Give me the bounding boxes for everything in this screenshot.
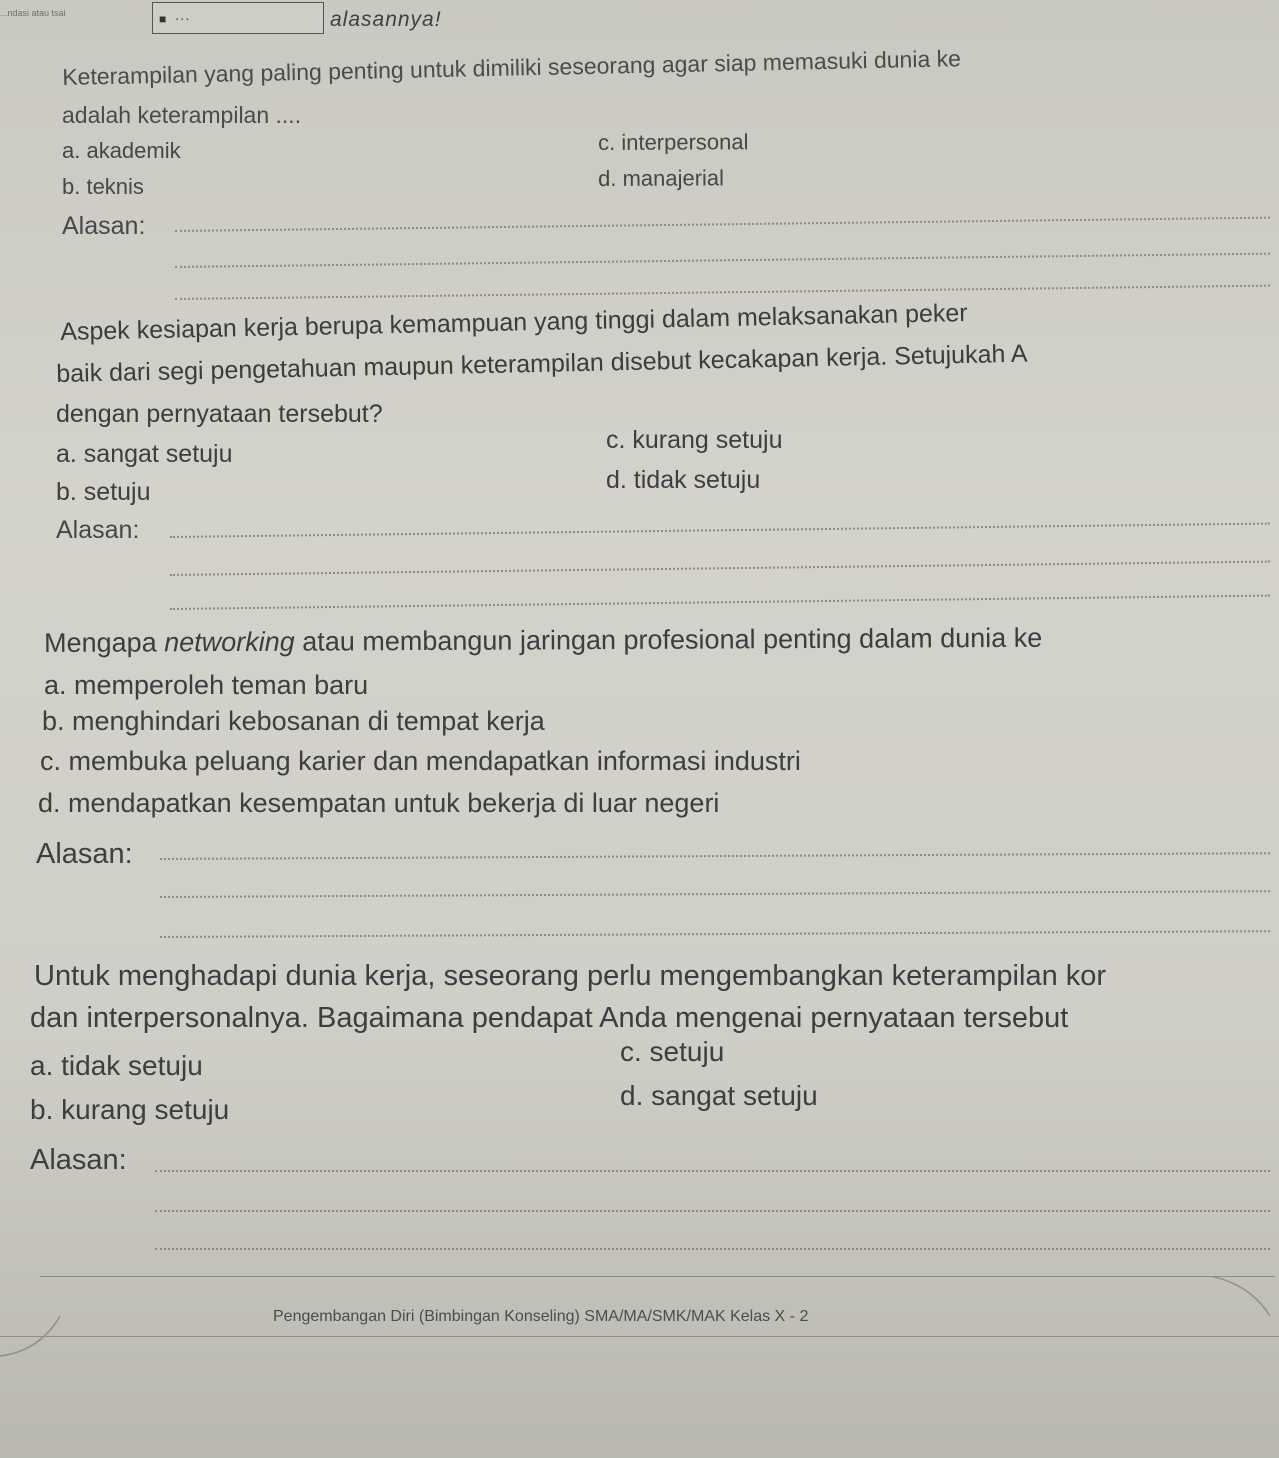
question-1-stem-line-1: Keterampilan yang paling penting untuk dimiliki seseorang agar siap memasuki dunia ke [62, 45, 962, 90]
answer-line[interactable] [160, 930, 1270, 938]
footer-divider-top [40, 1276, 1275, 1277]
question-1-option-d: d. manajerial [598, 165, 725, 191]
question-2-stem-line-1: Aspek kesiapan kerja berupa kemampuan yang tinggi dalam melaksanakan peker [60, 298, 968, 346]
question-1-stem-line-2: adalah keterampilan .... [62, 102, 302, 128]
question-2-stem-line-2: baik dari segi pengetahuan maupun keterampilan disebut kecakapan kerja. Setujukah A [56, 339, 1028, 388]
header-left-note: ...ndasi atau tsai [0, 8, 66, 18]
footer-text: Pengembangan Diri (Bimbingan Konseling) SMA/MA/SMK/MAK Kelas X - 2 [273, 1308, 809, 1325]
page-curl-decoration [0, 1296, 80, 1366]
checkbox-icon: ■ [159, 12, 167, 26]
question-3-reason-label: Alasan: [36, 838, 133, 870]
page-corner-decoration [1210, 1276, 1279, 1336]
answer-line[interactable] [160, 890, 1270, 898]
question-4-stem-line-1: Untuk menghadapi dunia kerja, seseorang perlu mengembangkan keterampilan kor [34, 960, 1107, 992]
question-1-option-a: a. akademik [62, 138, 181, 163]
answer-line[interactable] [170, 595, 1270, 610]
answer-line[interactable] [155, 1248, 1270, 1250]
question-4-option-b: b. kurang setuju [30, 1094, 230, 1125]
question-1-option-b: b. teknis [62, 174, 144, 199]
answer-line[interactable] [175, 285, 1270, 300]
header-box-text: ... [175, 7, 191, 24]
answer-line[interactable] [160, 852, 1270, 860]
answer-line[interactable] [175, 217, 1270, 232]
question-2-option-d: d. tidak setuju [606, 466, 761, 494]
answer-line[interactable] [155, 1210, 1270, 1212]
question-3-stem-post: atau membangun jaringan profesional penting dalam dunia ke [294, 622, 1043, 657]
answer-line[interactable] [155, 1170, 1270, 1172]
question-4-option-c: c. setuju [620, 1036, 725, 1067]
answer-line[interactable] [175, 253, 1270, 268]
footer-divider-bottom [0, 1336, 1279, 1337]
question-3-option-b: b. menghindari kebosanan di tempat kerja [42, 706, 545, 736]
question-3-stem-italic: networking [164, 626, 295, 658]
question-3-option-d: d. mendapatkan kesempatan untuk bekerja di luar negeri [38, 788, 720, 818]
header-instruction-tail: alasannya! [330, 8, 442, 31]
question-3-stem-pre: Mengapa [44, 627, 165, 658]
question-1-reason-label: Alasan: [62, 212, 146, 240]
question-4-stem-line-2: dan interpersonalnya. Bagaimana pendapat Anda mengenai pernyataan tersebut [30, 1002, 1069, 1034]
question-2-option-a: a. sangat setuju [56, 440, 233, 468]
question-3-option-c: c. membuka peluang karier dan mendapatkan informasi industri [40, 746, 801, 776]
question-2-reason-label: Alasan: [56, 516, 140, 544]
question-4-option-a: a. tidak setuju [30, 1050, 203, 1081]
question-4-reason-label: Alasan: [30, 1144, 127, 1176]
question-2-option-b: b. setuju [56, 478, 151, 506]
question-2-option-c: c. kurang setuju [606, 426, 783, 454]
question-3-option-a: a. memperoleh teman baru [44, 670, 369, 700]
answer-line[interactable] [170, 523, 1270, 538]
header-box [152, 2, 324, 34]
question-2-stem-line-3: dengan pernyataan tersebut? [56, 400, 383, 428]
question-3-stem [44, 623, 1042, 659]
question-1-option-c: c. interpersonal [598, 129, 749, 155]
answer-line[interactable] [170, 561, 1270, 576]
question-4-option-d: d. sangat setuju [620, 1080, 818, 1111]
